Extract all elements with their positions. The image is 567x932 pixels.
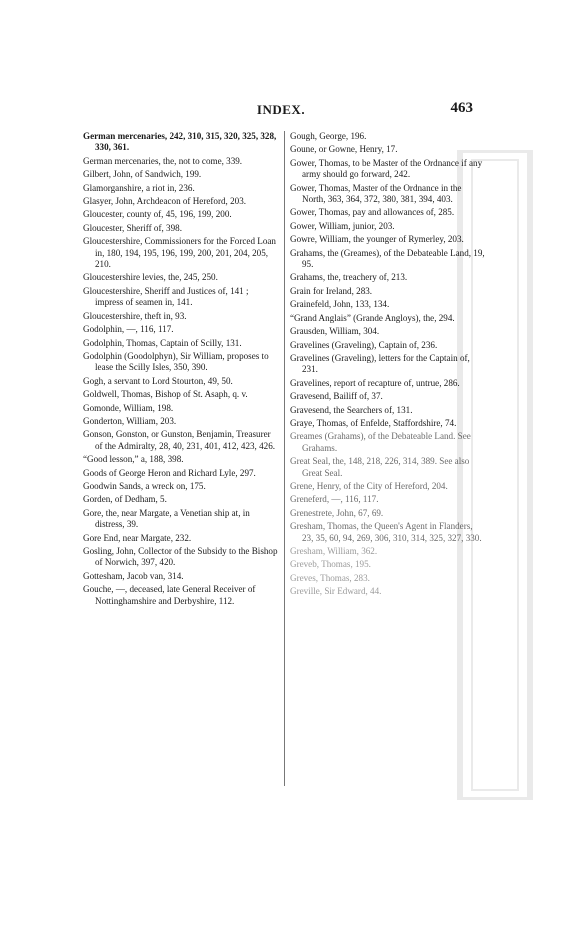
- index-entry: Gilbert, John, of Sandwich, 199.: [83, 169, 202, 180]
- index-entry: Graye, Thomas, of Enfelde, Staffordshire, 74.: [290, 417, 457, 428]
- index-entry: Gowre, William, the younger of Rymerley, 203.: [290, 234, 464, 245]
- index-entry: Gower, Thomas, Master of the Ordnance in the North, 363, 364, 372, 380, 381, 394, 403.: [290, 182, 462, 205]
- index-entry: Grainefeld, John, 133, 134.: [290, 299, 390, 310]
- index-entry: “Grand Anglais” (Grande Angloys), the, 294.: [290, 312, 455, 323]
- index-entry: German mercenaries, the, not to come, 339.: [83, 155, 243, 166]
- column-divider: [284, 131, 285, 786]
- index-entry: Goune, or Gowne, Henry, 17.: [290, 144, 398, 155]
- index-entry: Gower, Thomas, pay and allowances of, 285.: [290, 207, 455, 218]
- index-entry: Greville, Sir Edward, 44.: [290, 586, 382, 597]
- index-entry: Gloucestershire, Commissioners for the Forced Loan in, 180, 194, 195, 196, 199, 200, 201, 204, 205, 210.: [83, 236, 276, 270]
- index-entry: Gloucestershire, theft in, 93.: [83, 310, 187, 321]
- index-columns: [83, 131, 485, 811]
- index-entry: Gore End, near Margate, 232.: [83, 532, 192, 543]
- index-entry: Gloucester, Sheriff of, 398.: [83, 222, 182, 233]
- index-entry: Goods of George Heron and Richard Lyle, 297.: [83, 467, 256, 478]
- index-entry: Grenestrete, John, 67, 69.: [290, 507, 384, 518]
- index-entry: Glasyer, John, Archdeacon of Hereford, 203.: [83, 196, 247, 207]
- index-entry: Gonson, Gonston, or Gunston, Benjamin, Treasurer of the Admiralty, 28, 40, 231, 401, 412, 423, 426.: [83, 429, 276, 451]
- index-column-left: [83, 131, 279, 609]
- index-entry: Goldwell, Thomas, Bishop of St. Asaph, q. v.: [83, 389, 248, 400]
- index-entry: Gosling, John, Collector of the Subsidy to the Bishop of Norwich, 397, 420.: [83, 546, 278, 568]
- index-entry: Gravesend, Bailiff of, 37.: [290, 391, 383, 402]
- index-entry: Gottesham, Jacob van, 314.: [83, 570, 184, 581]
- index-entry: “Good lesson,” a, 188, 398.: [83, 454, 184, 465]
- index-entry: Gloucester, county of, 45, 196, 199, 200.: [83, 209, 232, 220]
- index-entry: Godolphin, Thomas, Captain of Scilly, 131.: [83, 337, 242, 348]
- index-entry: Gonderton, William, 203.: [83, 415, 177, 426]
- page-header: [85, 100, 477, 122]
- index-entry: Gravesend, the Searchers of, 131.: [290, 404, 413, 415]
- index-entry: Greames (Grahams), of the Debateable Land. See Grahams.: [290, 431, 471, 453]
- index-entry: Greves, Thomas, 283.: [290, 572, 370, 583]
- index-entry: Grene, Henry, of the City of Hereford, 204.: [290, 480, 448, 491]
- index-entry: Gorden, of Dedham, 5.: [83, 494, 167, 505]
- index-entry: Grausden, William, 304.: [290, 326, 380, 337]
- index-entry: Grahams, the (Greames), of the Debateable Land, 19, 95.: [290, 247, 485, 270]
- index-entry: Gore, the, near Margate, a Venetian ship at, in distress, 39.: [83, 507, 250, 530]
- index-entry: Greveb, Thomas, 195.: [290, 559, 371, 570]
- index-entry: Grahams, the, treachery of, 213.: [290, 272, 408, 283]
- index-entry: German mercenaries, 242, 310, 315, 320, 325, 328, 330, 361.: [83, 131, 277, 153]
- index-entry: Great Seal, the, 148, 218, 226, 314, 389. See also Great Seal.: [290, 456, 470, 478]
- index-entry: Gouche, —, deceased, late General Receiver of Nottinghamshire and Derbyshire, 112.: [83, 584, 256, 606]
- index-entry: Greneferd, —, 116, 117.: [290, 494, 379, 505]
- index-entry: Gresham, William, 362.: [290, 546, 378, 556]
- index-entry: Gravelines (Graveling), letters for the Captain of, 231.: [290, 352, 470, 375]
- index-entry: Gravelines (Graveling), Captain of, 236.: [290, 339, 438, 350]
- index-entry: Gower, William, junior, 203.: [290, 220, 395, 231]
- index-entry: Gomonde, William, 198.: [83, 402, 174, 413]
- index-entry: Goodwin Sands, a wreck on, 175.: [83, 480, 206, 491]
- page-title: INDEX.: [256, 102, 306, 117]
- index-column-right: [290, 131, 486, 600]
- index-entry: Gloucestershire levies, the, 245, 250.: [83, 272, 218, 283]
- index-entry: Gloucestershire, Sheriff and Justices of, 141 ; impress of seamen in, 141.: [83, 285, 249, 308]
- index-entry: Glamorganshire, a riot in, 236.: [83, 182, 195, 193]
- index-entry: Gravelines, report of recapture of, untrue, 286.: [290, 377, 460, 388]
- index-entry: Gower, Thomas, to be Master of the Ordnance if any army should go forward, 242.: [290, 157, 483, 180]
- index-entry: Gogh, a servant to Lord Stourton, 49, 50.: [83, 375, 233, 386]
- index-entry: Grain for Ireland, 283.: [290, 285, 373, 296]
- index-entry: Godolphin (Goodolphyn), Sir William, proposes to lease the Scilly Isles, 350, 390.: [83, 350, 269, 373]
- index-entry: Gough, George, 196.: [290, 131, 367, 141]
- index-entry: Godolphin, —, 116, 117.: [83, 324, 174, 335]
- index-entry: Gresham, Thomas, the Queen's Agent in Flanders, 23, 35, 60, 94, 269, 306, 310, 314, 325, 327, 330.: [290, 521, 482, 543]
- page-number: 463: [450, 100, 473, 116]
